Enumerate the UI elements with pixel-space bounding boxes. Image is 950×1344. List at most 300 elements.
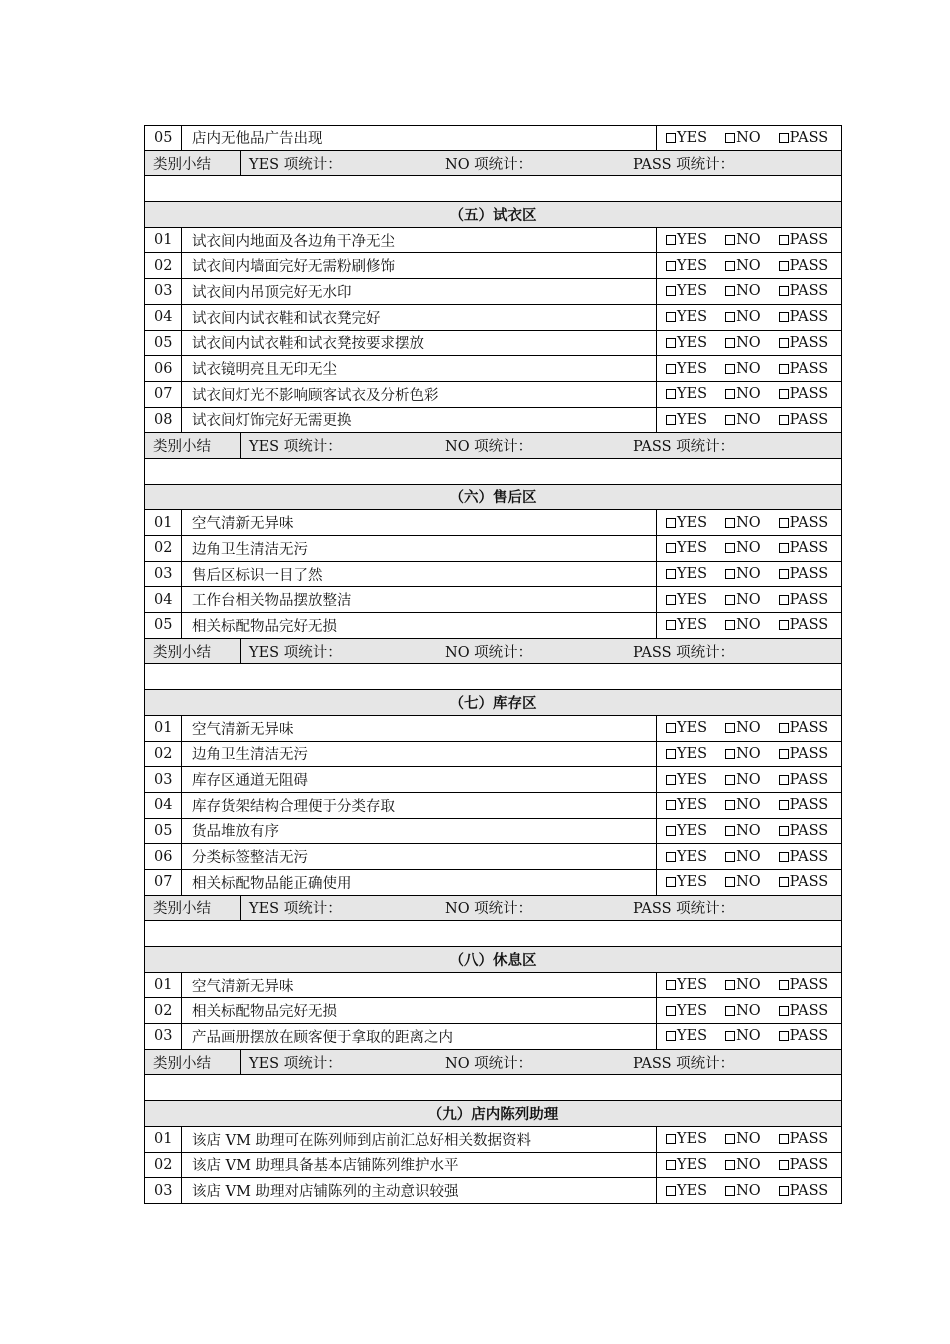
- item-description: 该店 VM 助理可在陈列师到店前汇总好相关数据资料: [182, 1127, 657, 1152]
- checklist-row: [144, 253, 842, 279]
- yes-count-label: YES 项统计：: [249, 439, 342, 456]
- spacer-row: [144, 1075, 842, 1101]
- option-no-label: NO: [736, 129, 761, 146]
- pass-checkbox[interactable]: [779, 775, 789, 785]
- option-group: [657, 228, 841, 253]
- no-checkbox[interactable]: [725, 569, 735, 579]
- option-group: [657, 382, 841, 407]
- option-yes-label: YES: [677, 129, 708, 146]
- item-description: 店内无他品广告出现: [182, 126, 657, 150]
- pass-checkbox[interactable]: [779, 389, 789, 399]
- yes-checkbox[interactable]: [666, 620, 676, 630]
- option-group: [657, 253, 841, 278]
- item-number: 05: [145, 819, 182, 844]
- section-header: [144, 1101, 842, 1127]
- checklist-row: [144, 408, 842, 434]
- pass-checkbox[interactable]: [779, 980, 789, 990]
- item-number: 03: [145, 767, 182, 792]
- pass-checkbox[interactable]: [779, 569, 789, 579]
- yes-checkbox[interactable]: [666, 749, 676, 759]
- checklist-row: [144, 510, 842, 536]
- yes-checkbox[interactable]: [666, 338, 676, 348]
- option-pass[interactable]: [779, 592, 829, 608]
- option-yes[interactable]: [666, 335, 707, 351]
- pass-checkbox[interactable]: [779, 1186, 789, 1196]
- option-no-label: NO: [736, 334, 761, 351]
- yes-checkbox[interactable]: [666, 1006, 676, 1016]
- option-yes[interactable]: [666, 617, 707, 633]
- option-group: [657, 998, 841, 1023]
- option-pass-label: PASS: [789, 1131, 829, 1148]
- pass-checkbox[interactable]: [779, 286, 789, 296]
- option-yes[interactable]: [666, 1003, 707, 1019]
- yes-checkbox[interactable]: [666, 364, 676, 374]
- item-number: 01: [145, 1127, 182, 1152]
- option-group: [657, 844, 841, 869]
- option-yes-label: YES: [677, 566, 708, 583]
- pass-checkbox[interactable]: [779, 338, 789, 348]
- checklist-row: [144, 973, 842, 999]
- no-checkbox[interactable]: [725, 1160, 735, 1170]
- option-no-label: NO: [736, 591, 761, 608]
- yes-checkbox[interactable]: [666, 1160, 676, 1170]
- option-pass-label: PASS: [789, 874, 829, 891]
- option-yes-label: YES: [677, 360, 708, 377]
- option-pass-label: PASS: [789, 257, 829, 274]
- item-description: 空气清新无异味: [182, 973, 657, 998]
- option-yes[interactable]: [666, 515, 707, 531]
- section-title: （六）售后区: [449, 489, 537, 507]
- option-yes[interactable]: [666, 849, 707, 865]
- no-checkbox[interactable]: [725, 620, 735, 630]
- no-checkbox[interactable]: [725, 1134, 735, 1144]
- pass-checkbox[interactable]: [779, 261, 789, 271]
- option-no-label: NO: [736, 540, 761, 557]
- pass-checkbox[interactable]: [779, 595, 789, 605]
- no-checkbox[interactable]: [725, 775, 735, 785]
- option-pass[interactable]: [779, 746, 829, 762]
- item-number: 03: [145, 279, 182, 304]
- option-group: [657, 742, 841, 767]
- yes-checkbox[interactable]: [666, 595, 676, 605]
- option-group: [657, 716, 841, 741]
- checklist-row: [144, 819, 842, 845]
- item-number: 01: [145, 716, 182, 741]
- option-no-label: NO: [736, 720, 761, 737]
- option-no[interactable]: [725, 335, 761, 351]
- option-group: [657, 613, 841, 638]
- pass-checkbox[interactable]: [779, 312, 789, 322]
- pass-checkbox[interactable]: [779, 1006, 789, 1016]
- option-pass-label: PASS: [789, 771, 829, 788]
- checklist-row: [144, 562, 842, 588]
- no-checkbox[interactable]: [725, 749, 735, 759]
- option-no-label: NO: [736, 874, 761, 891]
- checklist-row: [144, 844, 842, 870]
- option-no[interactable]: [725, 386, 761, 402]
- spacer-row: [144, 176, 842, 202]
- pass-checkbox[interactable]: [779, 749, 789, 759]
- yes-checkbox[interactable]: [666, 1186, 676, 1196]
- option-no[interactable]: [725, 309, 761, 325]
- yes-checkbox[interactable]: [666, 877, 676, 887]
- item-number: 05: [145, 126, 182, 150]
- item-number: 05: [145, 613, 182, 638]
- option-group: [657, 562, 841, 587]
- option-yes[interactable]: [666, 1183, 707, 1199]
- yes-checkbox[interactable]: [666, 1134, 676, 1144]
- pass-checkbox[interactable]: [779, 364, 789, 374]
- option-no[interactable]: [725, 617, 761, 633]
- option-yes[interactable]: [666, 720, 707, 736]
- option-pass-label: PASS: [789, 822, 829, 839]
- option-no[interactable]: [725, 1183, 761, 1199]
- option-pass[interactable]: [779, 386, 829, 402]
- option-yes-label: YES: [677, 1156, 708, 1173]
- yes-checkbox[interactable]: [666, 312, 676, 322]
- option-yes[interactable]: [666, 130, 707, 146]
- no-checkbox[interactable]: [725, 415, 735, 425]
- pass-checkbox[interactable]: [779, 235, 789, 245]
- option-yes[interactable]: [666, 1028, 707, 1044]
- summary-label: 类别小结: [145, 151, 241, 176]
- no-checkbox[interactable]: [725, 364, 735, 374]
- option-group: [657, 1127, 841, 1152]
- option-yes[interactable]: [666, 1157, 707, 1173]
- yes-count-label: YES 项统计：: [249, 644, 342, 661]
- option-yes[interactable]: [666, 232, 707, 248]
- pass-checkbox[interactable]: [779, 543, 789, 553]
- pass-checkbox[interactable]: [779, 518, 789, 528]
- option-yes-label: YES: [677, 514, 708, 531]
- pass-checkbox[interactable]: [779, 877, 789, 887]
- option-group: [657, 279, 841, 304]
- option-yes[interactable]: [666, 283, 707, 299]
- no-checkbox[interactable]: [725, 1031, 735, 1041]
- no-checkbox[interactable]: [725, 338, 735, 348]
- option-no-label: NO: [736, 1131, 761, 1148]
- option-pass[interactable]: [779, 540, 829, 556]
- item-description: 相关标配物品能正确使用: [182, 870, 657, 895]
- option-pass[interactable]: [779, 823, 829, 839]
- yes-checkbox[interactable]: [666, 389, 676, 399]
- option-pass[interactable]: [779, 130, 829, 146]
- option-no[interactable]: [725, 258, 761, 274]
- option-group: [657, 331, 841, 356]
- yes-checkbox[interactable]: [666, 518, 676, 528]
- option-pass-label: PASS: [789, 566, 829, 583]
- option-pass[interactable]: [779, 874, 829, 890]
- no-checkbox[interactable]: [725, 286, 735, 296]
- option-pass-label: PASS: [789, 129, 829, 146]
- option-pass[interactable]: [779, 797, 829, 813]
- item-number: 03: [145, 1024, 182, 1049]
- item-description: 试衣间内墙面完好无需粉刷修饰: [182, 253, 657, 278]
- category-summary-row: [144, 1050, 842, 1076]
- option-no[interactable]: [725, 797, 761, 813]
- option-pass-label: PASS: [789, 514, 829, 531]
- yes-checkbox[interactable]: [666, 569, 676, 579]
- option-pass[interactable]: [779, 720, 829, 736]
- option-yes-label: YES: [677, 977, 708, 994]
- item-number: 01: [145, 228, 182, 253]
- item-description: 售后区标识一目了然: [182, 562, 657, 587]
- item-description: 空气清新无异味: [182, 716, 657, 741]
- pass-checkbox[interactable]: [779, 723, 789, 733]
- option-yes[interactable]: [666, 258, 707, 274]
- checklist-row: [144, 356, 842, 382]
- item-number: 01: [145, 510, 182, 535]
- checklist-row: [144, 1153, 842, 1179]
- pass-checkbox[interactable]: [779, 415, 789, 425]
- option-yes[interactable]: [666, 309, 707, 325]
- option-pass[interactable]: [779, 515, 829, 531]
- option-no-label: NO: [736, 257, 761, 274]
- option-no[interactable]: [725, 515, 761, 531]
- option-pass[interactable]: [779, 335, 829, 351]
- option-pass[interactable]: [779, 566, 829, 582]
- item-description: 该店 VM 助理对店铺陈列的主动意识较强: [182, 1178, 657, 1203]
- option-pass[interactable]: [779, 309, 829, 325]
- option-no[interactable]: [725, 540, 761, 556]
- item-number: 02: [145, 253, 182, 278]
- item-description: 空气清新无异味: [182, 510, 657, 535]
- no-checkbox[interactable]: [725, 261, 735, 271]
- option-yes[interactable]: [666, 592, 707, 608]
- option-pass-label: PASS: [789, 1156, 829, 1173]
- checklist-row: [144, 1127, 842, 1153]
- checklist-row: [144, 613, 842, 639]
- item-description: 工作台相关物品摆放整洁: [182, 587, 657, 612]
- option-no-label: NO: [736, 617, 761, 634]
- option-pass-label: PASS: [789, 309, 829, 326]
- section-title: （七）库存区: [449, 694, 537, 712]
- option-no[interactable]: [725, 566, 761, 582]
- option-yes-label: YES: [677, 1002, 708, 1019]
- yes-checkbox[interactable]: [666, 800, 676, 810]
- option-yes[interactable]: [666, 746, 707, 762]
- option-no[interactable]: [725, 823, 761, 839]
- no-checkbox[interactable]: [725, 877, 735, 887]
- option-yes[interactable]: [666, 797, 707, 813]
- option-yes[interactable]: [666, 412, 707, 428]
- item-description: 试衣间内试衣鞋和试衣凳按要求摆放: [182, 331, 657, 356]
- checklist-row: [144, 998, 842, 1024]
- option-pass[interactable]: [779, 258, 829, 274]
- item-number: 02: [145, 742, 182, 767]
- option-yes[interactable]: [666, 874, 707, 890]
- no-checkbox[interactable]: [725, 595, 735, 605]
- option-group: [657, 870, 841, 895]
- yes-checkbox[interactable]: [666, 261, 676, 271]
- item-description: 试衣间灯饰完好无需更换: [182, 408, 657, 433]
- option-pass[interactable]: [779, 849, 829, 865]
- option-pass[interactable]: [779, 283, 829, 299]
- item-description: 试衣间内地面及各边角干净无尘: [182, 228, 657, 253]
- pass-checkbox[interactable]: [779, 133, 789, 143]
- checklist-row: [144, 870, 842, 896]
- no-checkbox[interactable]: [725, 852, 735, 862]
- yes-checkbox[interactable]: [666, 543, 676, 553]
- option-no[interactable]: [725, 592, 761, 608]
- checklist-row: [144, 536, 842, 562]
- option-no[interactable]: [725, 720, 761, 736]
- option-no[interactable]: [725, 1028, 761, 1044]
- yes-count-label: YES 项统计：: [249, 901, 342, 918]
- option-no[interactable]: [725, 130, 761, 146]
- option-no-label: NO: [736, 411, 761, 428]
- option-pass[interactable]: [779, 1028, 829, 1044]
- item-number: 03: [145, 562, 182, 587]
- item-number: 04: [145, 793, 182, 818]
- no-count-label: NO 项统计：: [445, 156, 533, 173]
- pass-checkbox[interactable]: [779, 1134, 789, 1144]
- yes-checkbox[interactable]: [666, 826, 676, 836]
- option-group: [657, 793, 841, 818]
- option-group: [657, 819, 841, 844]
- option-group: [657, 767, 841, 792]
- option-no[interactable]: [725, 232, 761, 248]
- checklist-table: [144, 125, 842, 1204]
- yes-checkbox[interactable]: [666, 723, 676, 733]
- option-pass[interactable]: [779, 617, 829, 633]
- option-pass[interactable]: [779, 232, 829, 248]
- option-yes-label: YES: [677, 540, 708, 557]
- option-no[interactable]: [725, 283, 761, 299]
- option-no-label: NO: [736, 309, 761, 326]
- item-number: 04: [145, 305, 182, 330]
- yes-checkbox[interactable]: [666, 415, 676, 425]
- no-checkbox[interactable]: [725, 800, 735, 810]
- option-no[interactable]: [725, 1157, 761, 1173]
- option-no-label: NO: [736, 1002, 761, 1019]
- option-no[interactable]: [725, 849, 761, 865]
- item-number: 05: [145, 331, 182, 356]
- option-yes[interactable]: [666, 566, 707, 582]
- pass-checkbox[interactable]: [779, 1031, 789, 1041]
- option-yes-label: YES: [677, 257, 708, 274]
- item-number: 04: [145, 587, 182, 612]
- yes-count-label: YES 项统计：: [249, 1055, 342, 1072]
- item-description: 产品画册摆放在顾客便于拿取的距离之内: [182, 1024, 657, 1049]
- option-group: [657, 126, 841, 150]
- option-pass-label: PASS: [789, 360, 829, 377]
- option-yes[interactable]: [666, 386, 707, 402]
- item-description: 库存货架结构合理便于分类存取: [182, 793, 657, 818]
- yes-checkbox[interactable]: [666, 775, 676, 785]
- checklist-row: [144, 331, 842, 357]
- pass-checkbox[interactable]: [779, 826, 789, 836]
- no-checkbox[interactable]: [725, 723, 735, 733]
- item-number: 03: [145, 1178, 182, 1203]
- option-yes[interactable]: [666, 823, 707, 839]
- pass-checkbox[interactable]: [779, 620, 789, 630]
- option-no[interactable]: [725, 977, 761, 993]
- option-group: [657, 305, 841, 330]
- option-yes[interactable]: [666, 977, 707, 993]
- category-summary-row: [144, 639, 842, 665]
- option-no[interactable]: [725, 772, 761, 788]
- option-yes[interactable]: [666, 361, 707, 377]
- no-checkbox[interactable]: [725, 826, 735, 836]
- yes-checkbox[interactable]: [666, 133, 676, 143]
- option-pass-label: PASS: [789, 977, 829, 994]
- no-checkbox[interactable]: [725, 1186, 735, 1196]
- yes-checkbox[interactable]: [666, 235, 676, 245]
- option-pass-label: PASS: [789, 411, 829, 428]
- no-checkbox[interactable]: [725, 312, 735, 322]
- no-checkbox[interactable]: [725, 235, 735, 245]
- summary-label: 类别小结: [145, 896, 241, 921]
- option-pass[interactable]: [779, 772, 829, 788]
- yes-checkbox[interactable]: [666, 286, 676, 296]
- option-pass[interactable]: [779, 977, 829, 993]
- no-checkbox[interactable]: [725, 980, 735, 990]
- pass-checkbox[interactable]: [779, 800, 789, 810]
- option-no[interactable]: [725, 874, 761, 890]
- checklist-row: [144, 1178, 842, 1204]
- option-no[interactable]: [725, 412, 761, 428]
- pass-checkbox[interactable]: [779, 852, 789, 862]
- no-checkbox[interactable]: [725, 1006, 735, 1016]
- option-pass[interactable]: [779, 1157, 829, 1173]
- option-no[interactable]: [725, 1003, 761, 1019]
- option-pass[interactable]: [779, 1131, 829, 1147]
- option-yes-label: YES: [677, 334, 708, 351]
- item-description: 该店 VM 助理具备基本店铺陈列维护水平: [182, 1153, 657, 1178]
- category-summary-row: [144, 896, 842, 922]
- no-checkbox[interactable]: [725, 133, 735, 143]
- option-yes[interactable]: [666, 1131, 707, 1147]
- pass-checkbox[interactable]: [779, 1160, 789, 1170]
- no-checkbox[interactable]: [725, 389, 735, 399]
- option-pass[interactable]: [779, 1183, 829, 1199]
- option-pass-label: PASS: [789, 386, 829, 403]
- no-checkbox[interactable]: [725, 543, 735, 553]
- item-description: 试衣间内试衣鞋和试衣凳完好: [182, 305, 657, 330]
- yes-checkbox[interactable]: [666, 1031, 676, 1041]
- option-yes[interactable]: [666, 540, 707, 556]
- item-description: 分类标签整洁无污: [182, 844, 657, 869]
- yes-checkbox[interactable]: [666, 980, 676, 990]
- item-description: 库存区通道无阻碍: [182, 767, 657, 792]
- option-yes-label: YES: [677, 386, 708, 403]
- option-yes[interactable]: [666, 772, 707, 788]
- option-pass-label: PASS: [789, 1182, 829, 1199]
- option-no[interactable]: [725, 361, 761, 377]
- option-yes-label: YES: [677, 720, 708, 737]
- item-number: 07: [145, 382, 182, 407]
- summary-label: 类别小结: [145, 1050, 241, 1075]
- option-group: [657, 356, 841, 381]
- yes-checkbox[interactable]: [666, 852, 676, 862]
- item-number: 02: [145, 536, 182, 561]
- option-pass[interactable]: [779, 412, 829, 428]
- checklist-row: [144, 305, 842, 331]
- option-no-label: NO: [736, 745, 761, 762]
- option-group: [657, 1153, 841, 1178]
- option-group: [657, 536, 841, 561]
- option-no-label: NO: [736, 1028, 761, 1045]
- option-pass[interactable]: [779, 1003, 829, 1019]
- no-checkbox[interactable]: [725, 518, 735, 528]
- no-count-label: NO 项统计：: [445, 439, 533, 456]
- option-pass-label: PASS: [789, 232, 829, 249]
- option-no[interactable]: [725, 1131, 761, 1147]
- item-description: 边角卫生清洁无污: [182, 742, 657, 767]
- option-no[interactable]: [725, 746, 761, 762]
- option-pass[interactable]: [779, 361, 829, 377]
